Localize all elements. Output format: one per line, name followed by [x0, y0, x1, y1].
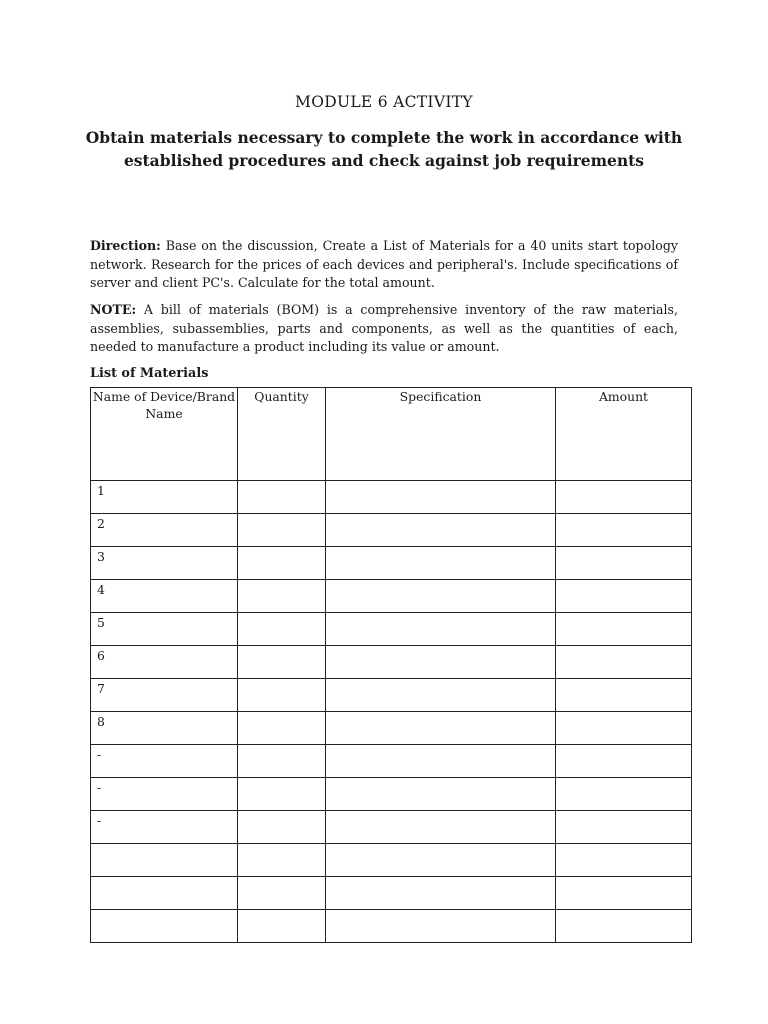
row-number-cell[interactable]	[91, 877, 238, 910]
table-row	[91, 712, 692, 745]
quantity-cell[interactable]	[238, 712, 326, 745]
quantity-cell[interactable]	[238, 613, 326, 646]
amount-cell[interactable]	[556, 877, 692, 910]
specification-cell[interactable]	[326, 811, 556, 844]
header-specification: Specification	[326, 388, 556, 481]
specification-cell[interactable]	[326, 844, 556, 877]
amount-cell[interactable]	[556, 844, 692, 877]
row-number-cell[interactable]: 2	[91, 514, 238, 547]
table-row	[91, 844, 692, 877]
quantity-cell[interactable]	[238, 679, 326, 712]
list-of-materials-title: List of Materials	[90, 366, 209, 381]
specification-cell[interactable]	[326, 481, 556, 514]
amount-cell[interactable]	[556, 580, 692, 613]
bill-of-materials-table	[90, 387, 692, 943]
note-paragraph	[90, 301, 678, 357]
amount-cell[interactable]	[556, 910, 692, 943]
table-row	[91, 877, 692, 910]
table-row	[91, 910, 692, 943]
quantity-cell[interactable]	[238, 778, 326, 811]
row-number-cell[interactable]: 5	[91, 613, 238, 646]
specification-cell[interactable]	[326, 712, 556, 745]
row-number-cell[interactable]: 7	[91, 679, 238, 712]
specification-cell[interactable]	[326, 778, 556, 811]
note-label: NOTE:	[90, 302, 137, 317]
amount-cell[interactable]	[556, 811, 692, 844]
table-row	[91, 811, 692, 844]
specification-cell[interactable]	[326, 646, 556, 679]
row-number-cell[interactable]: 8	[91, 712, 238, 745]
quantity-cell[interactable]	[238, 910, 326, 943]
row-number-cell[interactable]: -	[91, 811, 238, 844]
row-number-cell[interactable]: 4	[91, 580, 238, 613]
amount-cell[interactable]	[556, 646, 692, 679]
table-row	[91, 580, 692, 613]
table-row	[91, 613, 692, 646]
amount-cell[interactable]	[556, 547, 692, 580]
direction-text: Base on the discussion, Create a List of Materials for a 40 units start topology network. Research for the prices of each devices and peripheral's. Include specifications of server and client PC's. Calculate for the total amount.	[90, 238, 678, 290]
table-body	[91, 481, 692, 943]
amount-cell[interactable]	[556, 481, 692, 514]
row-number-cell[interactable]: 1	[91, 481, 238, 514]
row-number-cell[interactable]: -	[91, 778, 238, 811]
table-row	[91, 514, 692, 547]
quantity-cell[interactable]	[238, 844, 326, 877]
specification-cell[interactable]	[326, 745, 556, 778]
quantity-cell[interactable]	[238, 877, 326, 910]
table-header-row	[91, 388, 692, 481]
quantity-cell[interactable]	[238, 646, 326, 679]
direction-label: Direction:	[90, 238, 161, 253]
quantity-cell[interactable]	[238, 811, 326, 844]
quantity-cell[interactable]	[238, 580, 326, 613]
table-row	[91, 646, 692, 679]
specification-cell[interactable]	[326, 580, 556, 613]
specification-cell[interactable]	[326, 613, 556, 646]
amount-cell[interactable]	[556, 778, 692, 811]
specification-cell[interactable]	[326, 547, 556, 580]
module-title: MODULE 6 ACTIVITY	[295, 93, 473, 111]
table-row	[91, 778, 692, 811]
table-row	[91, 679, 692, 712]
quantity-cell[interactable]	[238, 745, 326, 778]
amount-cell[interactable]	[556, 745, 692, 778]
amount-cell[interactable]	[556, 679, 692, 712]
specification-cell[interactable]	[326, 877, 556, 910]
header-amount: Amount	[556, 388, 692, 481]
specification-cell[interactable]	[326, 910, 556, 943]
header-quantity: Quantity	[238, 388, 326, 481]
direction-paragraph	[90, 237, 678, 293]
amount-cell[interactable]	[556, 613, 692, 646]
header-device-name: Name of Device/Brand Name	[91, 388, 238, 481]
quantity-cell[interactable]	[238, 547, 326, 580]
quantity-cell[interactable]	[238, 481, 326, 514]
specification-cell[interactable]	[326, 514, 556, 547]
row-number-cell[interactable]: 3	[91, 547, 238, 580]
row-number-cell[interactable]	[91, 910, 238, 943]
note-text: A bill of materials (BOM) is a comprehensive inventory of the raw materials, assemblies, subassemblies, parts and components, as well as the quantities of each, needed to manufacture a product including its value or amount.	[90, 302, 678, 354]
quantity-cell[interactable]	[238, 514, 326, 547]
specification-cell[interactable]	[326, 679, 556, 712]
table-row	[91, 547, 692, 580]
activity-subtitle: Obtain materials necessary to complete the work in accordance with established procedures and check against job requirements	[85, 128, 683, 170]
table-row	[91, 481, 692, 514]
amount-cell[interactable]	[556, 514, 692, 547]
table-row	[91, 745, 692, 778]
row-number-cell[interactable]: 6	[91, 646, 238, 679]
row-number-cell[interactable]: -	[91, 745, 238, 778]
amount-cell[interactable]	[556, 712, 692, 745]
row-number-cell[interactable]	[91, 844, 238, 877]
